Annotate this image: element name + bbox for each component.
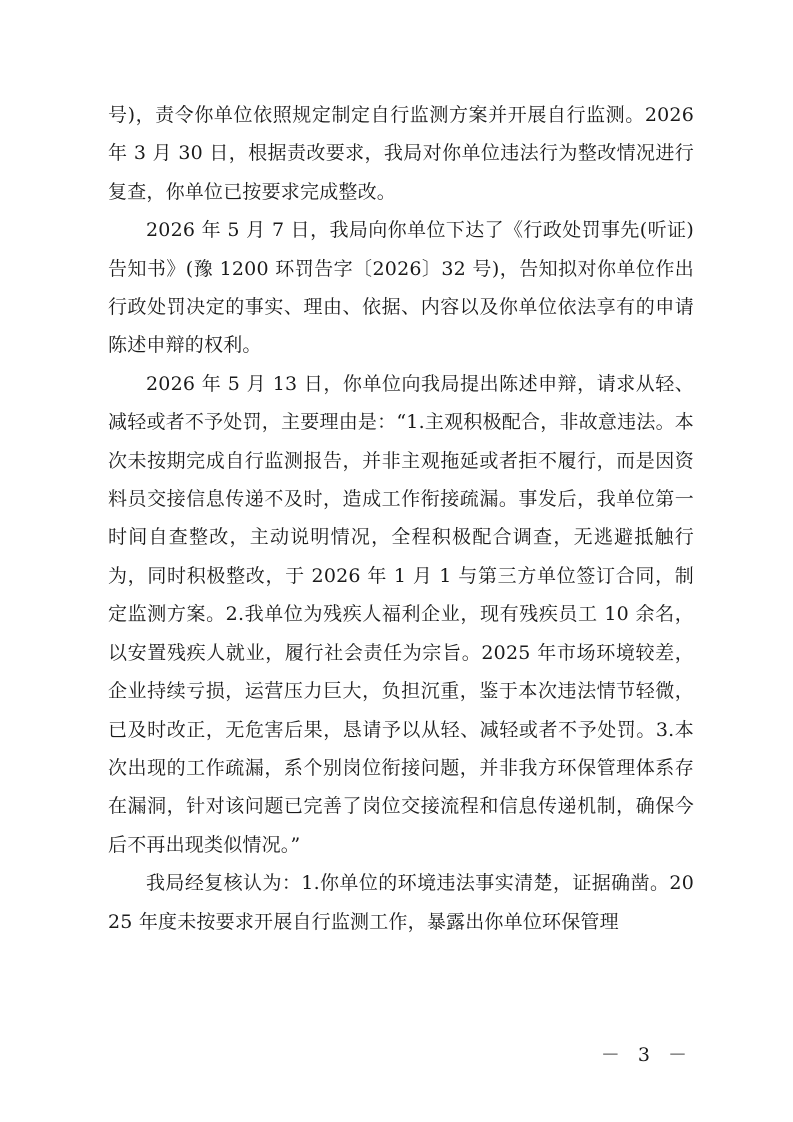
paragraph-1: 号)，责令你单位依照规定制定自行监测方案并开展自行监测。2026 年 3 月 30 日，根据责改要求，我局对你单位违法行为整改情况进行复查，你单位已按要求完成整改。 — [108, 104, 694, 203]
paragraph-4: 我局经复核认为：1.你单位的环境违法事实清楚，证据确凿。2025 年度未按要求开展自行监测工作，暴露出你单位环保管理 — [108, 872, 694, 933]
page-number: － 3 － — [600, 1044, 693, 1066]
paragraph-2: 2026 年 5 月 7 日，我局向你单位下达了《行政处罚事先(听证)告知书》(豫 1200 环罚告字〔2026〕32 号)，告知拟对你单位作出行政处罚决定的事实、理由、依据、内容以及你单位依法享有的申请陈述申辩的权利。 — [108, 219, 694, 357]
paragraph-3: 2026 年 5 月 13 日，你单位向我局提出陈述申辩，请求从轻、减轻或者不予处罚，主要理由是：“1.主观积极配合，非故意违法。本次未按期完成自行监测报告，并非主观拖延或者拒不履行，而是因资料员交接信息传递不及时，造成工作衔接疏漏。事发后，我单位第一时间自查整改，主动说明情况，全程积极配合调查，无逃避抵触行为，同时积极整改，于 2026 年 1 月 1 与第三方单位签订合同，制定监测方案。2.我单位为残疾人福利企业，现有残疾员工 10 余名，以安置残疾人就业，履行社会责任为宗旨。2025 年市场环境较差，企业持续亏损，运营压力巨大，负担沉重，鉴于本次违法情节轻微，已及时改正，无危害后果，恳请予以从轻、减轻或者不予处罚。3.本次出现的工作疏漏，系个别岗位衔接问题，并非我方环保管理体系存在漏洞，针对该问题已完善了岗位交接流程和信息传递机制，确保今后不再出现类似情况。” — [108, 372, 694, 856]
document-body — [108, 96, 694, 941]
